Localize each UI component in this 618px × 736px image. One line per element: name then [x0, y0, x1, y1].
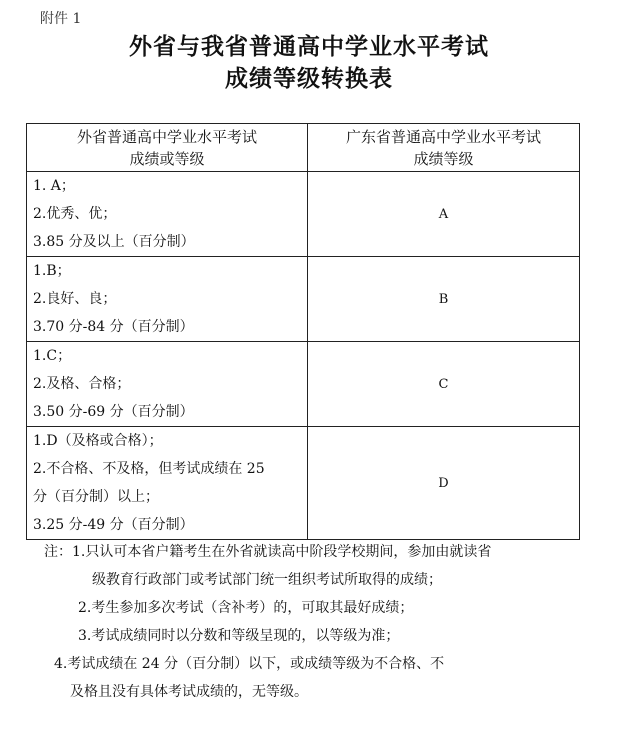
header-other-province — [27, 124, 308, 172]
criteria-item: 1.C； — [33, 348, 72, 364]
criteria-item: 3.85 分及以上（百分制） — [33, 234, 195, 250]
criteria-cell — [27, 257, 308, 342]
note-line: 3.考试成绩同时以分数和等级呈现的，以等级为准； — [78, 628, 400, 644]
table-row — [27, 427, 580, 540]
header-other-province-line-1: 外省普通高中学业水平考试 — [76, 127, 257, 146]
criteria-cell — [27, 427, 308, 540]
criteria-item: 2.优秀、优； — [33, 206, 117, 222]
note-line: 及格且没有具体考试成绩的，无等级。 — [70, 684, 308, 700]
criteria-item: 3.25 分-49 分（百分制） — [33, 517, 194, 533]
document-title-line-1: 外省与我省普通高中学业水平考试 — [129, 34, 489, 60]
document-title-line-2: 成绩等级转换表 — [225, 66, 393, 92]
criteria-item: 1.D（及格或合格）； — [33, 433, 163, 449]
note-line: 2.考生参加多次考试（含补考）的，可取其最好成绩； — [78, 600, 414, 616]
criteria-item: 3.50 分-69 分（百分制） — [33, 404, 194, 420]
grade-cell: B — [308, 257, 580, 342]
note-line: 级教育行政部门或考试部门统一组织考试所取得的成绩； — [92, 572, 442, 588]
grade-conversion-table — [26, 123, 580, 540]
criteria-cell — [27, 172, 308, 257]
criteria-item: 分（百分制）以上； — [33, 489, 159, 505]
criteria-item: 2.及格、合格； — [33, 376, 131, 392]
table-row — [27, 342, 580, 427]
criteria-item: 2.良好、良； — [33, 291, 117, 307]
table-header-row — [27, 124, 580, 172]
grade-cell: A — [308, 172, 580, 257]
header-other-province-line-2: 成绩或等级 — [129, 149, 205, 168]
criteria-item: 3.70 分-84 分（百分制） — [33, 319, 194, 335]
note-line: 4.考试成绩在 24 分（百分制）以下，或成绩等级为不合格、不 — [54, 656, 445, 672]
criteria-cell — [27, 342, 308, 427]
header-guangdong-line-2: 成绩等级 — [413, 149, 474, 168]
criteria-item: 2.不合格、不及格，但考试成绩在 25 — [33, 461, 265, 477]
grade-cell: D — [308, 427, 580, 540]
table-row — [27, 257, 580, 342]
header-guangdong-line-1: 广东省普通高中学业水平考试 — [345, 127, 541, 146]
attachment-label: 附件 1 — [40, 11, 82, 27]
criteria-item: 1.B； — [33, 263, 71, 279]
table-row — [27, 172, 580, 257]
header-guangdong — [308, 124, 580, 172]
criteria-item: 1. A； — [33, 178, 75, 194]
note-line: 注：1.只认可本省户籍考生在外省就读高中阶段学校期间，参加由就读省 — [44, 544, 492, 560]
grade-cell: C — [308, 342, 580, 427]
